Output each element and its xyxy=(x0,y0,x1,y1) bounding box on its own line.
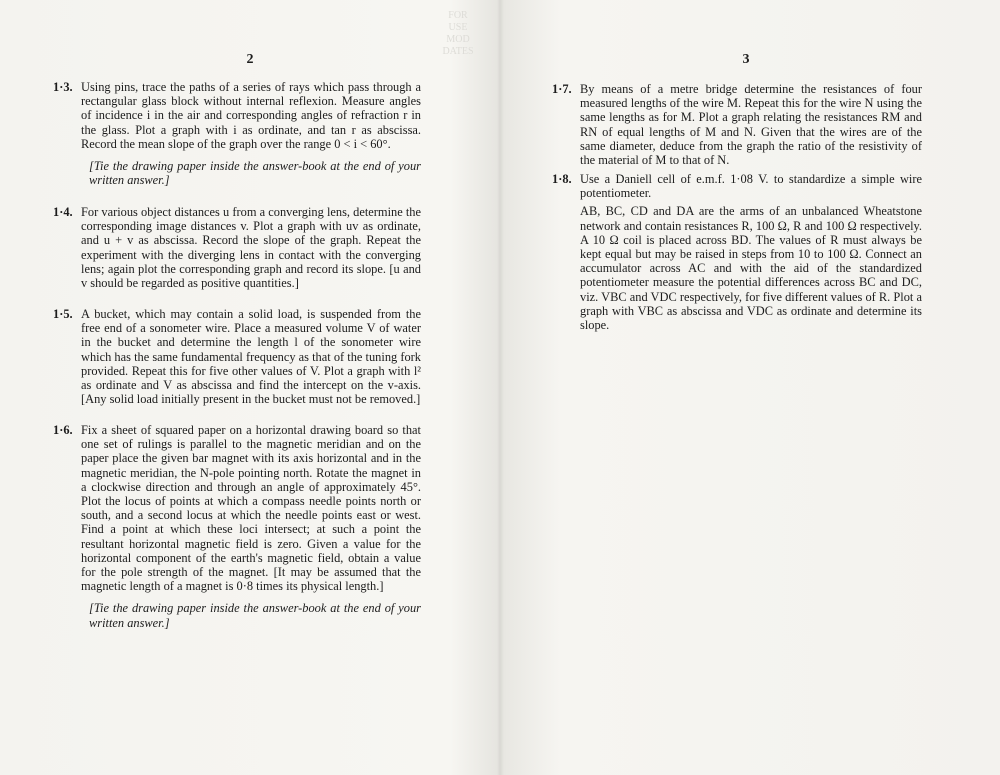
question-1-3 xyxy=(53,80,421,187)
question-body xyxy=(81,423,421,630)
question-body xyxy=(81,80,421,187)
question-note: [Tie the drawing paper inside the answer-book at the end of your written answer.] xyxy=(89,159,421,188)
question-number: 1·4. xyxy=(53,205,73,219)
question-text: A bucket, which may contain a solid load, is suspended from the free end of a sonometer wire. Place a measured volume V of water in the bucket and determine the length l of the sonometer wire which has the same fundamental frequency as that of the tuning fork provided. Repeat this for five other values of V. Plot a graph with l² as ordinate and V as abscissa and find the intercept on the v-axis. [Any solid load initially present in the bucket must not be removed.] xyxy=(81,307,421,407)
question-number: 1·3. xyxy=(53,80,73,94)
question-text: Using pins, trace the paths of a series of rays which pass through a rectangular glass block without internal reflexion. Measure angles of incidence i in the air and corresponding angles of refraction r in the glass. Plot a graph with i as ordinate, and tan r as abscissa. Record the mean slope of the graph over the range 0 < i < 60°. xyxy=(81,80,421,151)
question-body xyxy=(580,82,922,167)
question-1-4 xyxy=(53,205,421,290)
question-note: [Tie the drawing paper inside the answer-book at the end of your written answer.] xyxy=(89,601,421,630)
question-number: 1·5. xyxy=(53,307,73,321)
page-number: 3 xyxy=(742,52,750,67)
question-number: 1·7. xyxy=(552,82,572,96)
question-1-5 xyxy=(53,307,421,406)
question-body xyxy=(81,307,421,406)
question-text: Fix a sheet of squared paper on a horizontal drawing board so that one set of rulings is parallel to the magnetic meridian and on the paper place the given bar magnet with its axis horizontal and in the magnetic meridian, the N-pole pointing north. Rotate the magnet in a clockwise direction and through an angle of approximately 45°. Plot the locus of points at which a compass needle points north or south, and a second locus at which the needle points east or west. Find a point at which these loci intersect; at such a point the resultant horizontal magnetic field is zero. Given a value for the horizontal component of the earth's magnetic field, obtain a value for the pole strength of the magnet. [It may be assumed that the magnetic length of a magnet is 0·8 times its physical length.] xyxy=(81,423,421,594)
question-text: For various object distances u from a converging lens, determine the corresponding image distances v. Plot a graph with uv as ordinate, and u + v as abscissa. Record the slope of the graph. Repeat the experiment with the diverging lens in contact with the converging lens; again plot the corresponding graph and record its slope. [u and v should be regarded as positive quantities.] xyxy=(81,205,421,291)
question-1-6 xyxy=(53,423,421,630)
question-body xyxy=(81,205,421,290)
question-1-7 xyxy=(552,82,922,167)
question-paragraph-2: AB, BC, CD and DA are the arms of an unbalanced Wheatstone network and contain resistances R, 100 Ω, R and 100 Ω respectively. A 10 Ω coil is placed across BD. The values of R must always be kept equal but may be raised in steps from 10 to 100 Ω. Connect an accumulator across AC and with the aid of the standardized potentiometer measure the potential differences across BC and DC, viz. VBC and VDC respectively, for five different values of R. Plot a graph with VBC as abscissa and VDC as ordinate and determine its slope. xyxy=(580,204,922,333)
question-1-8 xyxy=(552,172,922,332)
question-text: Use a Daniell cell of e.m.f. 1·08 V. to standardize a simple wire potentiometer. xyxy=(580,172,922,201)
page-number: 2 xyxy=(246,52,254,67)
question-number: 1·8. xyxy=(552,172,572,186)
question-number: 1·6. xyxy=(53,423,73,437)
ghost-stamp: FOR USE MOD DATES xyxy=(442,10,474,57)
right-page xyxy=(500,0,1000,775)
question-body xyxy=(580,172,922,332)
question-text: By means of a metre bridge determine the resistances of four measured lengths of the wire M. Repeat this for the wire N using the same lengths as for M. Plot a graph relating the resistances RM and RN of equal lengths of M and N. Given that the wires are of the same diameter, deduce from the graph the ratio of the resistivity of the material of M to that of N. xyxy=(580,82,922,168)
